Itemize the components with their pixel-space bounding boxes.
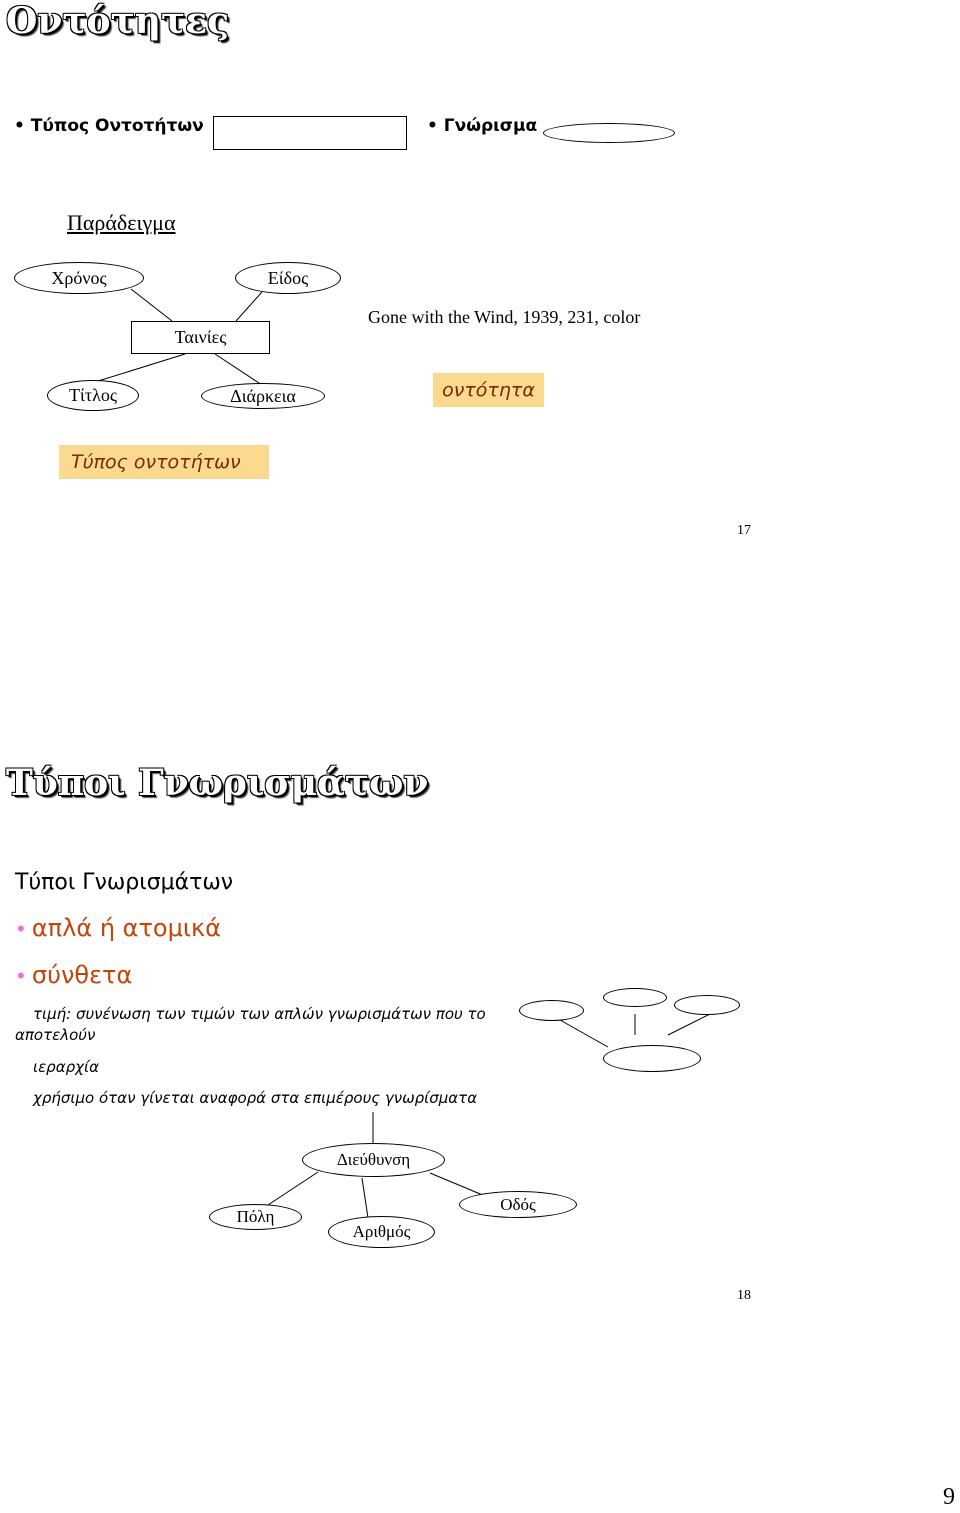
entity-movies-box [131, 321, 270, 354]
slide2-page-number: 18 [737, 1288, 751, 1303]
note-useful: χρήσιμο όταν γίνεται αναφορά στα επιμέρους γνωρίσματα [33, 1089, 478, 1107]
attr-duration-label: Διάρκεια [230, 385, 296, 406]
attr-duration-ellipse [201, 383, 325, 409]
attr-number-ellipse [328, 1216, 435, 1248]
bullet-attribute [427, 116, 537, 136]
line-movies-title [95, 354, 185, 382]
item-composite-label: σύνθετα [31, 961, 133, 989]
line-small-right [668, 1014, 710, 1035]
small-composite-ellipse [603, 1045, 701, 1072]
attribute-symbol-ellipse [543, 123, 675, 143]
bullet-entity-type [14, 116, 204, 136]
line-small-left [560, 1020, 608, 1047]
bullet-dot: • [14, 116, 25, 136]
attr-genre-ellipse [235, 262, 341, 294]
attr-year-ellipse [14, 262, 144, 294]
document-page-number: 9 [943, 1484, 955, 1510]
small-attr-ellipse-right [674, 995, 740, 1015]
item-simple-label: απλά ή ατομικά [31, 914, 221, 942]
entity-type-symbol-rectangle [213, 116, 407, 150]
note-value-line2: αποτελούν [15, 1026, 96, 1044]
attr-city-ellipse [209, 1204, 302, 1230]
line-movies-duration [215, 354, 262, 385]
attr-address-label: Διεύθυνση [336, 1150, 411, 1169]
entity-movies-label: Ταινίες [174, 327, 227, 347]
attr-genre-label: Είδος [267, 267, 309, 288]
entity-type-highlight-label: Τύπος οντοτήτων [59, 445, 269, 479]
attr-street-label: Οδός [500, 1194, 536, 1214]
note-value-line1: τιμή: συνένωση των τιμών των απλών γνωρισμάτων που το [33, 1005, 486, 1023]
attr-title-label: Τίτλος [69, 385, 117, 405]
attr-city-label: Πόλη [236, 1207, 275, 1226]
entity-highlight-label: οντότητα [433, 373, 544, 407]
line-genre-movies [236, 292, 262, 321]
instance-text: Gone with the Wind, 1939, 231, color [368, 307, 641, 327]
attr-number-label: Αριθμός [352, 1222, 411, 1241]
attr-street-ellipse [459, 1191, 577, 1218]
bullet-entity-type-label: Τύπος Οντοτήτων [30, 116, 204, 136]
bullet-dot: • [427, 116, 438, 136]
line-address-street [430, 1173, 485, 1196]
item-simple [15, 914, 221, 942]
bullet-dot: • [15, 917, 27, 941]
slide1-title: Οντότητες [6, 0, 229, 42]
slide1-page-number: 17 [737, 523, 751, 538]
bullet-dot: • [15, 964, 27, 988]
small-attr-ellipse-mid [603, 988, 667, 1007]
item-composite [15, 961, 132, 989]
slide2-title: Τύποι Γνωρισμάτων [6, 762, 429, 804]
line-address-city [268, 1172, 318, 1205]
example-heading: Παράδειγμα [67, 210, 176, 235]
bullet-attribute-label: Γνώρισμα [443, 116, 538, 136]
attr-title-ellipse [47, 380, 139, 411]
slide2-subtitle: Τύποι Γνωρισμάτων [15, 870, 234, 895]
attr-year-label: Χρόνος [51, 267, 107, 288]
line-year-movies [131, 289, 172, 321]
note-hierarchy: ιεραρχία [33, 1058, 99, 1076]
attr-address-ellipse [302, 1143, 445, 1177]
small-attr-ellipse-left [519, 1000, 584, 1021]
line-address-number [362, 1178, 368, 1218]
